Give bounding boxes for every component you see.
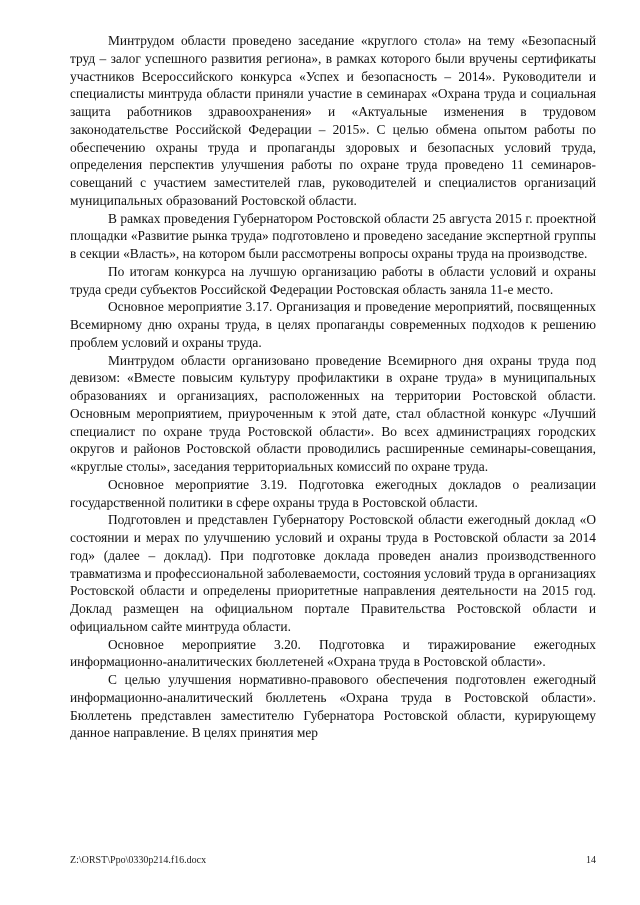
paragraph-contest-result: По итогам конкурса на лучшую организацию работы в области условий и охраны труда среди субъектов Российской Федерации Ростовская область заняла 11-е место.: [70, 263, 596, 297]
footer-file-path: Z:\ORST\Ppo\0330p214.f16.docx: [70, 855, 207, 866]
paragraph-world-safety-day: Минтрудом области организовано проведение Всемирного дня охраны труда под девизом: «Вместе повысим культуру профилактики в охране труда» в муниципальных образованиях и организациях, расположенных на территории Ростовской области. Основным мероприятием, приуроченным к этой дате, стал областной конкурс «Лучший специалист по охране труда Ростовской области». Во всех администрациях городских округов и районов Ростовской области проводились расширенные семинары-совещания, «круглые столы», заседания территориальных комиссий по охране труда.: [70, 352, 596, 474]
paragraph-project-platform: В рамках проведения Губернатором Ростовской области 25 августа 2015 г. проектной площадки «Развитие рынка труда» подготовлено и проведено заседание экспертной группы в секции «Власть», на котором были рассмотрены вопросы охраны труда на производстве.: [70, 210, 596, 261]
paragraph-round-table: Минтрудом области проведено заседание «круглого стола» на тему «Безопасный труд – залог успешного развития региона», в рамках которого были вручены сертификаты участников Всероссийского конкурса «Успех и безопасность – 2014». Руководители и специалисты минтруда области приняли участие в семинарах «Охрана труда и социальная защита работников здравоохранения» и «Актуальные изменения в трудовом законодательстве Российской Федерации – 2015». С целью обмена опытом работы по обеспечению охраны труда и пропаганды здоровых и безопасных условий труда, определения перспектив улучшения работы по охране труда проведено 11 семинаров-совещаний с участием заместителей глав, руководителей и специалистов организаций муниципальных образований Ростовской области.: [70, 33, 596, 208]
paragraph-measure-3-20: Основное мероприятие 3.20. Подготовка и тиражирование ежегодных информационно-аналитических бюллетеней «Охрана труда в Ростовской области».: [70, 636, 596, 670]
paragraph-measure-3-19: Основное мероприятие 3.19. Подготовка ежегодных докладов о реализации государственной политики в сфере охраны труда в Ростовской области.: [70, 476, 596, 510]
paragraph-annual-report: Подготовлен и представлен Губернатору Ростовской области ежегодный доклад «О состоянии и мерах по улучшению условий и охраны труда в Ростовской области за 2014 год» (далее – доклад). При подготовке доклада проведен анализ производственного травматизма и профессиональной заболеваемости, состояния условий труда в организациях Ростовской области и определены приоритетные направления деятельности на 2015 год. Доклад размещен на официальном портале Правительства Ростовской области и официальном сайте минтруда области.: [70, 512, 596, 634]
document-body: [70, 32, 596, 742]
paragraph-measure-3-17: Основное мероприятие 3.17. Организация и проведение мероприятий, посвященных Всемирному дню охраны труда, в целях пропаганды современных подходов к решению проблем условий и охраны труда.: [70, 299, 596, 350]
page-number: 14: [586, 855, 596, 866]
paragraph-bulletin: С целью улучшения нормативно-правового обеспечения подготовлен ежегодный информационно-аналитический бюллетень «Охрана труда в Ростовской области». Бюллетень представлен заместителю Губернатора Ростовской области, курирующему данное направление. В целях принятия мер: [70, 672, 596, 741]
